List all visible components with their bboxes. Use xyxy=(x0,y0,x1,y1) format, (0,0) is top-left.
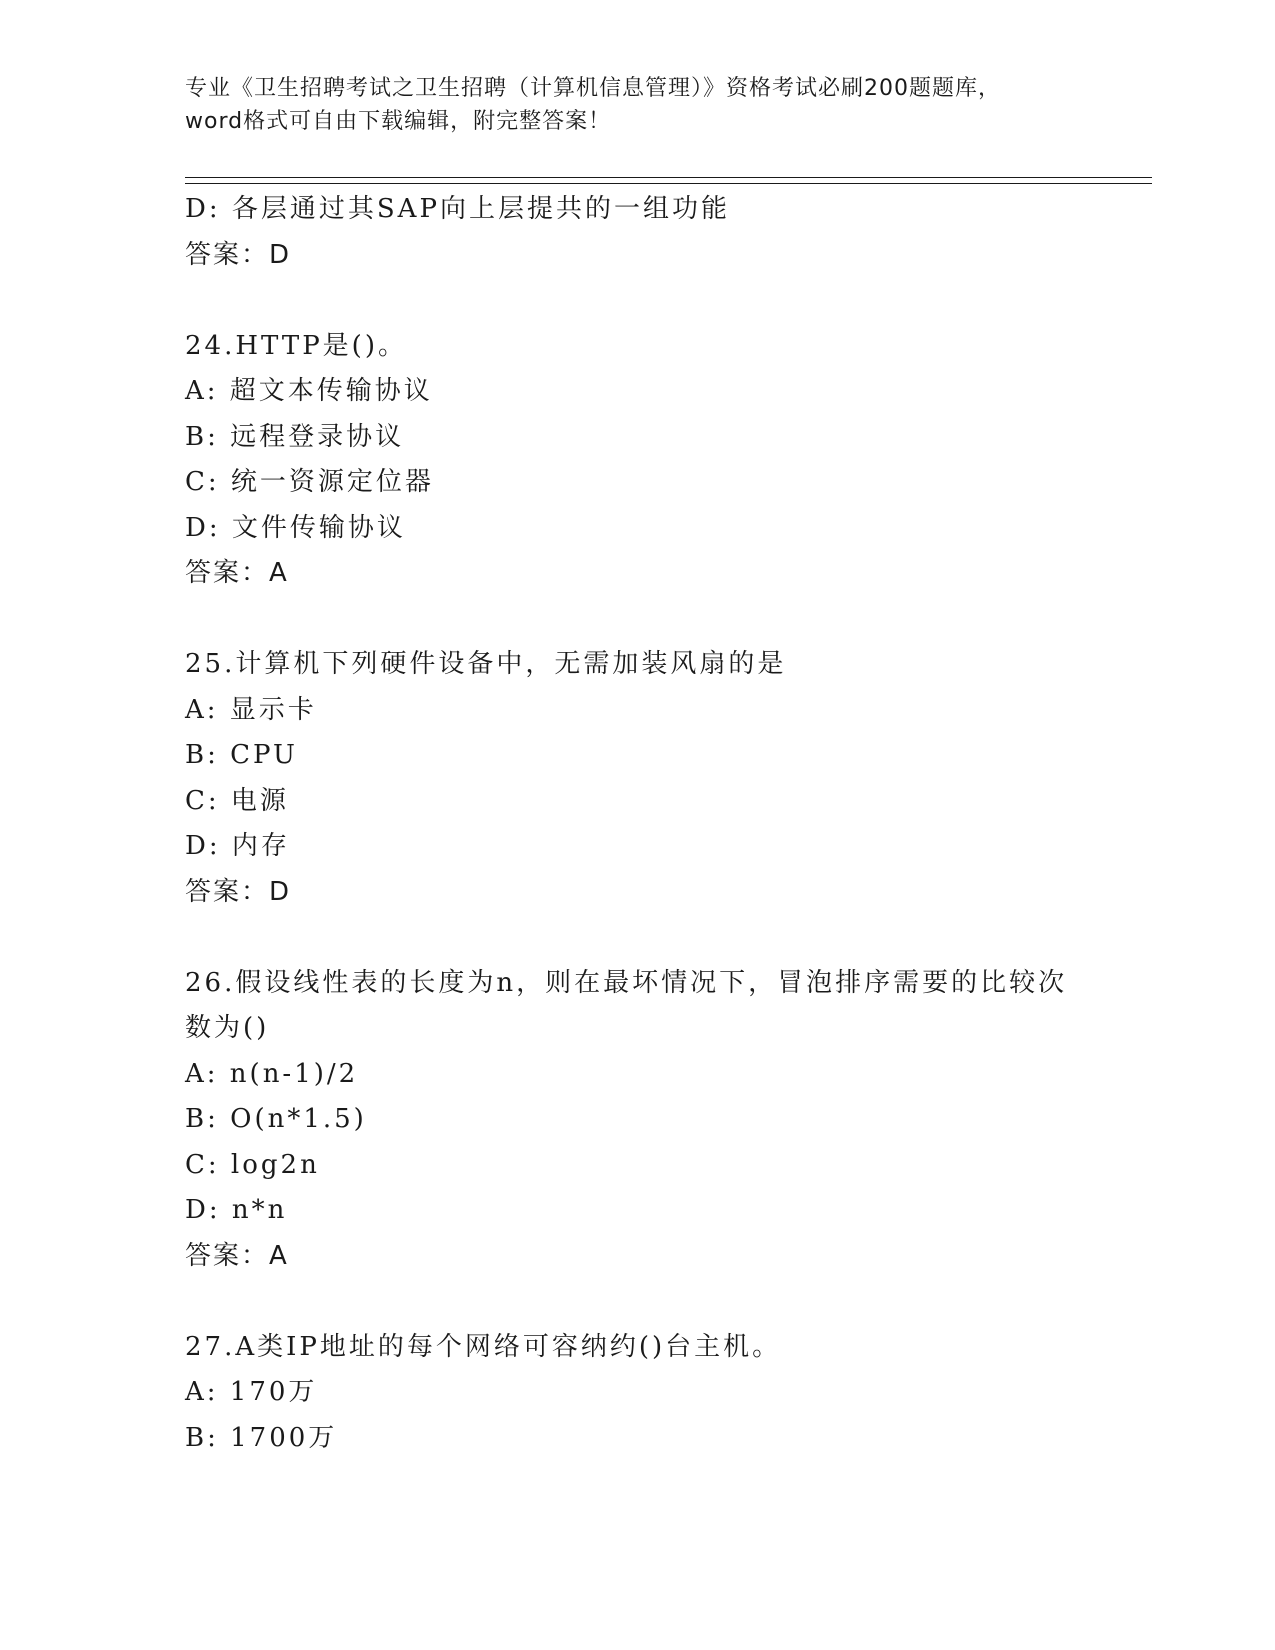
option-b: B: CPU xyxy=(185,740,298,770)
spacer xyxy=(185,915,1085,961)
option-d: D: n*n xyxy=(185,1195,288,1225)
option-a: A: n(n-1)/2 xyxy=(185,1058,359,1089)
option-d: D: 各层通过其SAP向上层提共的一组功能 xyxy=(185,194,730,224)
option-c: C: log2n xyxy=(185,1149,320,1180)
answer: 答案：A xyxy=(185,558,289,588)
question-24 xyxy=(185,324,1085,597)
answer: 答案：D xyxy=(185,876,292,907)
option-b: B: O(n*1.5) xyxy=(185,1104,367,1134)
question-stem: 24.HTTP是()。 xyxy=(185,330,407,361)
answer: 答案：A xyxy=(185,1240,289,1271)
question-26 xyxy=(185,961,1085,1280)
answer: 答案：D xyxy=(185,239,292,270)
question-list xyxy=(185,187,1085,1461)
header-title-line1: 专业《卫生招聘考试之卫生招聘（计算机信息管理）》资格考试必刷200题题库， xyxy=(185,76,1001,101)
spacer xyxy=(185,597,1085,643)
header-divider-bottom xyxy=(185,183,1152,184)
header-divider-top xyxy=(185,177,1152,178)
question-stem: 25.计算机下列硬件设备中，无需加装风扇的是 xyxy=(185,649,787,679)
question-23-tail xyxy=(185,187,1085,278)
spacer xyxy=(185,278,1085,324)
question-stem-line1: 26.假设线性表的长度为n，则在最坏情况下，冒泡排序需要的比较次 xyxy=(185,967,1068,998)
question-27 xyxy=(185,1325,1085,1462)
option-c: C: 电源 xyxy=(185,785,289,816)
option-d: D: 内存 xyxy=(185,831,290,861)
option-d: D: 文件传输协议 xyxy=(185,512,406,543)
option-a: A: 170万 xyxy=(185,1377,318,1407)
question-stem-line2: 数为() xyxy=(185,1013,270,1043)
option-b: B: 远程登录协议 xyxy=(185,421,405,452)
spacer xyxy=(185,1279,1085,1325)
option-a: A: 超文本传输协议 xyxy=(185,376,433,406)
option-a: A: 显示卡 xyxy=(185,694,317,725)
option-c: C: 统一资源定位器 xyxy=(185,467,434,497)
option-b: B: 1700万 xyxy=(185,1422,338,1453)
question-25 xyxy=(185,642,1085,915)
header-title-line2: word格式可自由下载编辑，附完整答案！ xyxy=(185,109,612,134)
document-header xyxy=(185,72,1065,138)
question-stem: 27.A类IP地址的每个网络可容纳约()台主机。 xyxy=(185,1331,782,1362)
